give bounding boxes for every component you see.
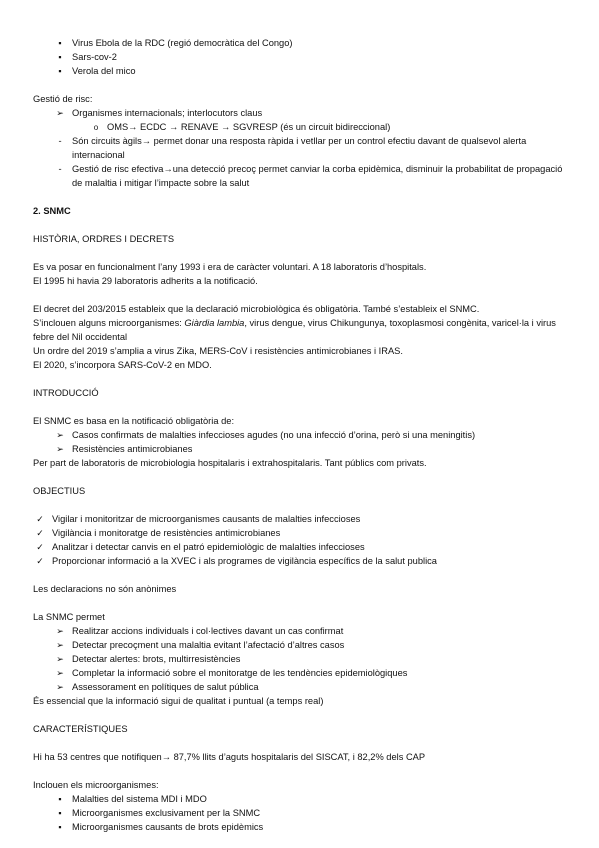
arrow-bullet-icon — [54, 428, 66, 442]
risk-heading: Gestió de risc: — [33, 94, 93, 104]
list-item: ▪ Virus Ebola de la RDC (regió democràtica del Congo) — [33, 36, 569, 50]
list-item: ✓ Vigilància i monitoratge de resistències antimicrobianes — [33, 526, 569, 540]
square-bullet-icon — [54, 50, 66, 64]
objectives-heading: OBJECTIUS — [33, 486, 86, 496]
list-item: ➢ Completar la informació sobre el monitoratge de les tendències epidemiològiques — [33, 666, 569, 680]
arrow-bullet-icon — [54, 638, 66, 652]
paragraph-line: El decret del 203/2015 estableix que la declaració microbiològica és obligatòria. També s’estableix el SNMC. — [33, 304, 480, 314]
circle-bullet-icon — [90, 120, 102, 135]
document-page — [33, 36, 569, 834]
arrow-bullet-icon — [54, 442, 66, 456]
list-item: ▪ Verola del mico — [33, 64, 569, 78]
arrow-bullet-icon — [54, 106, 66, 120]
arrow-bullet-icon — [54, 666, 66, 680]
paragraph-line: El 2020, s’incorpora SARS-CoV-2 en MDO. — [33, 360, 212, 370]
list-item: - Són circuits àgils→ permet donar una resposta ràpida i vetllar per un control efectiu davant de qualsevol alerta internacional — [33, 134, 569, 162]
square-bullet-icon — [54, 36, 66, 50]
paragraph-line: S’inclouen alguns microorganismes: Giàrdia lambia, virus dengue, virus Chikungunya, toxoplasmosi congènita, varicel·la i virus febre del Nil occidental — [33, 318, 556, 342]
list-item: ➢ Detectar precoçment una malaltia evitant l’afectació d’altres casos — [33, 638, 569, 652]
list-item: ➢ Resistències antimicrobianes — [33, 442, 569, 456]
list-item: ▪ Sars-cov-2 — [33, 50, 569, 64]
square-bullet-icon — [54, 806, 66, 820]
arrow-bullet-icon — [54, 680, 66, 694]
paragraph-line: Es va posar en funcionalment l’any 1993 i era de caràcter voluntari. A 18 laboratoris d’hospitals. — [33, 262, 427, 272]
paragraph-line: El 1995 hi havia 29 laboratoris adherits a la notificació. — [33, 276, 258, 286]
list-item: ➢ Organismes internacionals; interlocutors claus — [33, 106, 569, 120]
features-heading: CARACTERÍSTIQUES — [33, 724, 128, 734]
list-item: ▪ Microorganismes causants de brots epidèmics — [33, 820, 569, 834]
species-name: Giàrdia lambia — [184, 318, 245, 328]
paragraph-line: Per part de laboratoris de microbiologia hospitalaris i extrahospitalaris. Tant públics com privats. — [33, 458, 427, 468]
list-item: o OMS→ ECDC → RENAVE → SGVRESP (és un circuit bidireccional) — [33, 120, 569, 134]
arrow-bullet-icon — [54, 652, 66, 666]
list-item: ▪ Microorganismes exclusivament per la SNMC — [33, 806, 569, 820]
paragraph-line: Un ordre del 2019 s’amplia a virus Zika, MERS-CoV i resistències antimicrobianes i IRAS. — [33, 346, 403, 356]
dash-bullet-icon — [54, 134, 66, 148]
check-icon — [34, 512, 46, 526]
arrow-bullet-icon — [54, 624, 66, 638]
section-title: 2. SNMC — [33, 206, 71, 216]
square-bullet-icon — [54, 792, 66, 806]
list-item: ✓ Analitzar i detectar canvis en el patró epidemiològic de malalties infeccioses — [33, 540, 569, 554]
list-item: ▪ Malalties del sistema MDI i MDO — [33, 792, 569, 806]
square-bullet-icon — [54, 64, 66, 78]
paragraph-line: Hi ha 53 centres que notifiquen→ 87,7% llits d’aguts hospitalaris del SISCAT, i 82,2% dels CAP — [33, 752, 426, 762]
paragraph-line: Inclouen els microorganismes: — [33, 780, 159, 790]
square-bullet-icon — [54, 820, 66, 834]
check-icon — [34, 526, 46, 540]
list-item: ✓ Vigilar i monitoritzar de microorganismes causants de malalties infeccioses — [33, 512, 569, 526]
history-heading: HISTÒRIA, ORDRES I DECRETS — [33, 234, 175, 244]
list-item: ➢ Casos confirmats de malalties infeccioses agudes (no una infecció d’orina, però si una meningitis) — [33, 428, 569, 442]
dash-bullet-icon — [54, 162, 66, 176]
permits-heading: La SNMC permet — [33, 612, 105, 622]
check-icon — [34, 540, 46, 554]
list-item: ➢ Detectar alertes: brots, multirresistències — [33, 652, 569, 666]
check-icon — [34, 554, 46, 568]
list-item: ➢ Realitzar accions individuals i col·lectives davant un cas confirmat — [33, 624, 569, 638]
paragraph-line: És essencial que la informació sigui de qualitat i puntual (a temps real) — [33, 696, 324, 706]
paragraph-line: El SNMC es basa en la notificació obligatòria de: — [33, 416, 235, 426]
list-item: ➢ Assessorament en polítiques de salut pública — [33, 680, 569, 694]
intro-heading: INTRODUCCIÓ — [33, 388, 99, 398]
list-item: - Gestió de risc efectiva→una detecció precoç permet canviar la corba epidèmica, disminuir la probabilitat de propagació de malaltia i mitigar l’impacte sobre la salut — [33, 162, 569, 190]
list-item: ✓ Proporcionar informació a la XVEC i als programes de vigilància específics de la salut publica — [33, 554, 569, 568]
paragraph-line: Les declaracions no són anònimes — [33, 584, 177, 594]
